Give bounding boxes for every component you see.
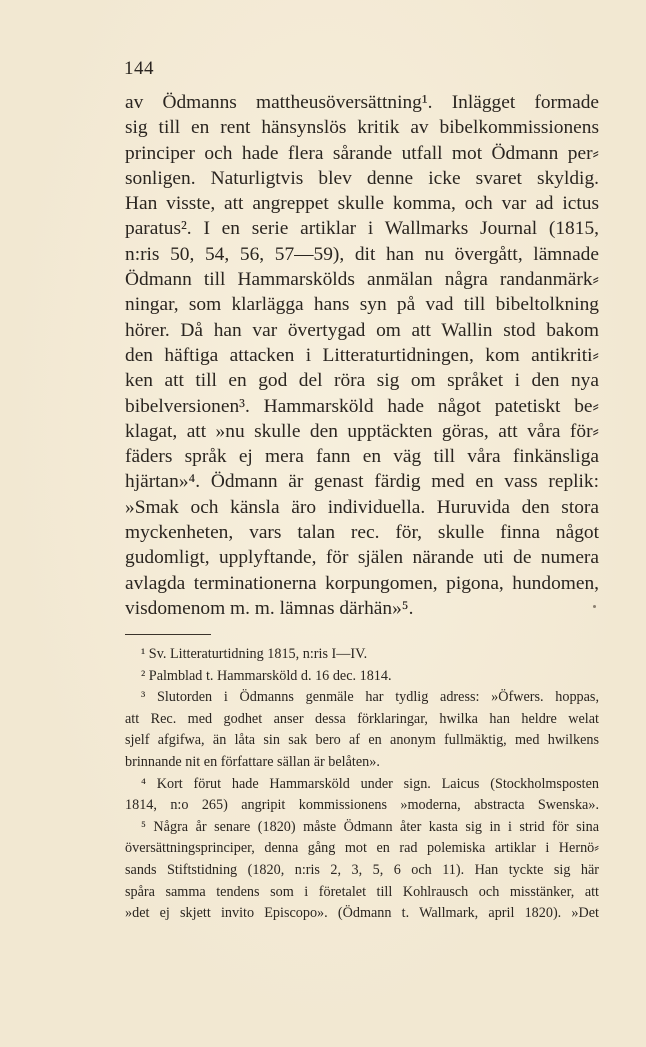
footnote-line: ² Palmblad t. Hammarsköld d. 16 dec. 1814. xyxy=(141,667,392,684)
body-line: hjärtan»⁴. Ödmann är genast färdig med en vass replik: xyxy=(125,471,599,493)
body-line: den häftiga attacken i Litteraturtidningen, kom antikriti⸗ xyxy=(125,344,599,366)
body-line: fäders språk ej mera fann en väg till våra finkänsliga xyxy=(125,446,599,468)
body-line: paratus². I en serie artiklar i Wallmarks Journal (1815, xyxy=(125,218,599,240)
footnote-line: översättningsprinciper, denna gång mot en rad polemiska artiklar i Hernö⸗ xyxy=(125,840,599,857)
body-line: ningar, som klarlägga hans syn på vad till bibeltolkning xyxy=(125,294,599,316)
body-line: myckenheten, vars talan rec. för, skulle finna något xyxy=(125,522,599,544)
body-line: Ödmann till Hammarskölds anmälan några randanmärk⸗ xyxy=(125,269,599,291)
footnote-line: »det ej skjett invito Episcopo». (Ödmann t. Wallmark, april 1820). »Det xyxy=(125,905,599,922)
body-line: av Ödmanns mattheusöversättning¹. Inlägget formade xyxy=(125,92,599,113)
body-line: visdomenom m. m. lämnas därhän»⁵. xyxy=(125,597,414,619)
footnote-line: att Rec. med godhet anser dessa förklaringar, hwilka han heldre welat xyxy=(125,710,599,727)
page-number: 144 xyxy=(124,58,154,79)
footnote-line: 1814, n:o 265) angripit kommissionens »moderna, abstracta Swenska». xyxy=(125,797,599,814)
body-line: sig till en rent hänsynslös kritik av bibelkommissionens xyxy=(125,117,599,139)
footnotes xyxy=(125,644,599,925)
footnote-line: ¹ Sv. Litteraturtidning 1815, n:ris I—IV. xyxy=(141,646,368,662)
footnote-line: spåra samma tendens som i företalet till Kohlrausch och misstänker, att xyxy=(125,883,599,900)
body-line: principer och hade flera sårande utfall mot Ödmann per⸗ xyxy=(125,142,599,164)
footnote-line: sjelf afgifwa, än låta sin sak bero af en anonym fullmäktig, med hwilkens xyxy=(125,732,599,749)
body-line: avlagda terminationerna korpungomen, pigona, hundomen, xyxy=(125,572,599,594)
body-line: klagat, att »nu skulle den upptäckten göras, att våra för⸗ xyxy=(125,420,599,442)
body-line: sonligen. Naturligtvis blev denne icke svaret skyldig. xyxy=(125,167,599,189)
footnote-rule xyxy=(125,634,211,635)
body-line: n:ris 50, 54, 56, 57—59), dit han nu övergått, lämnade xyxy=(125,243,599,265)
footnote-line: sands Stiftstidning (1820, n:ris 2, 3, 5, 6 och 11). Han tyckte sig här xyxy=(125,861,599,878)
body-line: bibelversionen³. Hammarsköld hade något patetiskt be⸗ xyxy=(125,395,599,417)
body-text xyxy=(125,90,599,621)
body-line: ken att till en god del röra sig om språket i den nya xyxy=(125,370,599,392)
footnote-line: ⁴ Kort förut hade Hammarsköld under sign. Laicus (Stockholmsposten xyxy=(141,775,599,792)
body-line: »Smak och känsla äro individuella. Huruvida den stora xyxy=(125,496,599,518)
body-line: hörer. Då han var övertygad om att Wallin stod bakom xyxy=(125,319,599,341)
footnote-line: ³ Slutorden i Ödmanns genmäle har tydlig adress: »Öfwers. hoppas, xyxy=(141,689,599,706)
paper-speck xyxy=(593,605,596,608)
footnote-line: ⁵ Några år senare (1820) måste Ödmann åter kasta sig in i strid för sina xyxy=(141,818,599,835)
body-line: gudomligt, upplyftande, för själen närande uti de numera xyxy=(125,547,599,569)
footnote-line: brinnande nit en författare sällan är belåten». xyxy=(125,753,380,770)
body-line: Han visste, att angreppet skulle komma, och var ad ictus xyxy=(125,193,599,215)
